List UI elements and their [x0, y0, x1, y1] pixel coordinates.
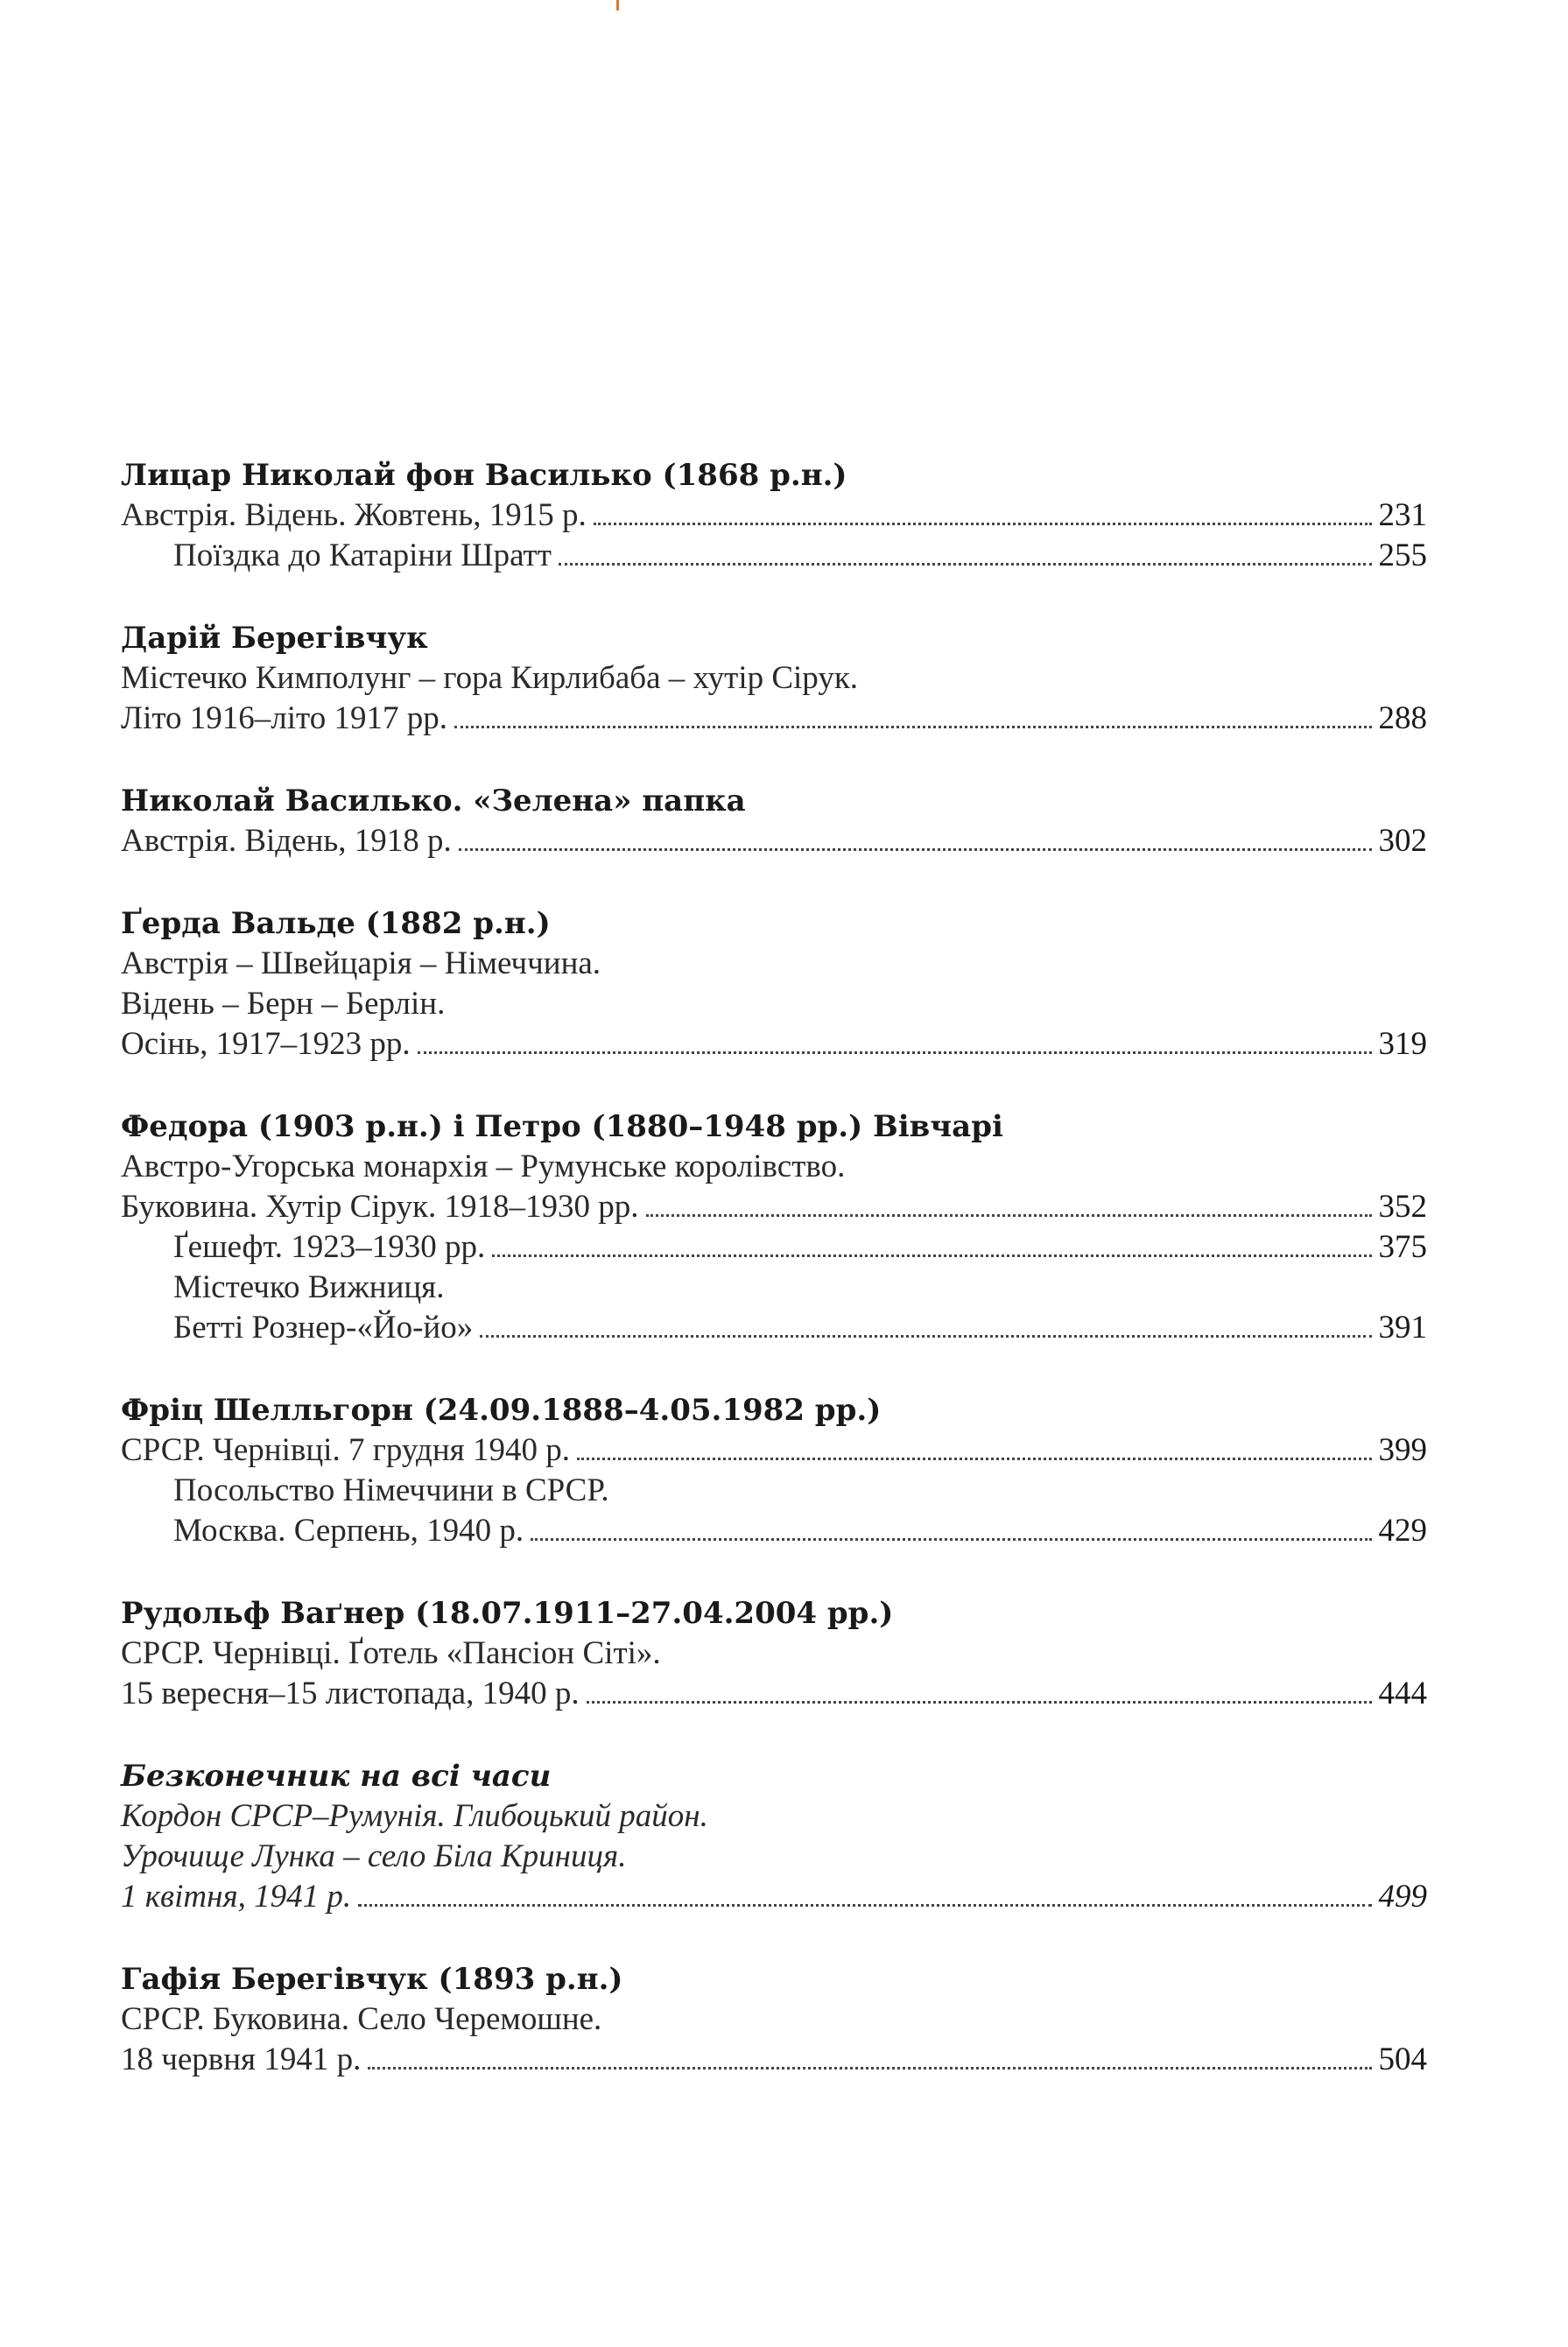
toc-line-text: Містечко Вижниця.: [173, 1269, 445, 1305]
toc-entry: [121, 455, 1427, 576]
page-number: 319: [1378, 1026, 1427, 1062]
toc-line-text: Містечко Кимполунг – гора Кирлибаба – хутір Сірук.: [121, 660, 859, 696]
toc-entry-title: Дарій Берегівчук: [121, 621, 428, 656]
dot-leader: [587, 1701, 1372, 1704]
toc-entry: [121, 903, 1427, 1065]
table-of-contents: [121, 455, 1427, 2122]
page-number: 429: [1378, 1513, 1427, 1549]
toc-entry-title: Ґерда Вальде (1882 р.н.): [121, 906, 551, 941]
dot-leader: [459, 848, 1372, 851]
dot-leader: [418, 1051, 1372, 1054]
toc-line-with-page: [121, 1187, 1427, 1227]
page-number: 399: [1378, 1432, 1427, 1468]
top-edge-mark: [616, 0, 619, 11]
toc-line-text: СРСР. Чернівці. 7 грудня 1940 р.: [121, 1432, 570, 1468]
toc-line-text: Бетті Рознер-«Йо-йо»: [173, 1310, 474, 1346]
toc-line: [121, 1147, 1427, 1187]
dot-leader: [531, 1538, 1371, 1541]
page-number: 375: [1378, 1229, 1427, 1265]
toc-line-text: Осінь, 1917–1923 рр.: [121, 1026, 411, 1062]
toc-line-text: Літо 1916–літо 1917 рр.: [121, 700, 447, 736]
toc-line-with-page: [121, 2040, 1427, 2080]
toc-line-text: Урочище Лунка – село Біла Криниця.: [121, 1838, 627, 1874]
toc-entry-title: Фріц Шелльгорн (24.09.1888–4.05.1982 рр.): [121, 1393, 882, 1428]
toc-entry-title: Гафія Берегівчук (1893 р.н.): [121, 1962, 623, 1997]
toc-entry: [121, 781, 1427, 861]
toc-line-text: 15 вересня–15 листопада, 1940 р.: [121, 1676, 580, 1711]
toc-line: [121, 1796, 1427, 1837]
toc-line-with-page: [121, 1227, 1427, 1268]
toc-line-text: Відень – Берн – Берлін.: [121, 986, 446, 1022]
toc-line-text: Кордон СРСР–Румунія. Глибоцький район.: [121, 1798, 708, 1834]
dot-leader: [358, 1904, 1371, 1907]
toc-line-with-page: [121, 1511, 1427, 1551]
toc-entry: [121, 1107, 1427, 1348]
toc-entry: [121, 618, 1427, 739]
toc-entry-title: Федора (1903 р.н.) і Петро (1880–1948 рр.) Вівчарі: [121, 1109, 1003, 1144]
toc-line-with-page: [121, 1308, 1427, 1348]
toc-line-text: Ґешефт. 1923–1930 рр.: [173, 1229, 486, 1265]
toc-line: [121, 984, 1427, 1024]
toc-line: [121, 1837, 1427, 1877]
toc-line: [121, 1634, 1427, 1674]
toc-entry: [121, 1593, 1427, 1714]
toc-entry: [121, 1959, 1427, 2080]
toc-line-text: 1 квітня, 1941 р.: [121, 1879, 352, 1915]
dot-leader: [559, 563, 1372, 566]
dot-leader: [480, 1335, 1371, 1338]
toc-line-with-page: [121, 495, 1427, 536]
toc-line-with-page: [121, 699, 1427, 739]
dot-leader: [454, 726, 1372, 728]
toc-line-with-page: [121, 1877, 1427, 1917]
toc-line: [121, 1471, 1427, 1511]
page-number: 231: [1378, 497, 1427, 533]
toc-line-text: Посольство Німеччини в СРСР.: [173, 1472, 609, 1508]
toc-line-with-page: [121, 821, 1427, 861]
page-number: 288: [1378, 700, 1427, 736]
toc-line-text: Поїздка до Катаріни Шратт: [173, 538, 552, 573]
toc-line: [121, 1268, 1427, 1308]
toc-line-with-page: [121, 1674, 1427, 1714]
toc-line-text: СРСР. Буковина. Село Черемошне.: [121, 2001, 602, 2037]
toc-line-text: СРСР. Чернівці. Ґотель «Пансіон Сіті».: [121, 1635, 661, 1671]
toc-line-text: 18 червня 1941 р.: [121, 2041, 362, 2077]
page-number: 352: [1378, 1189, 1427, 1225]
toc-line-text: Австро-Угорська монархія – Румунське королівство.: [121, 1149, 846, 1184]
page-number: 444: [1378, 1676, 1427, 1711]
dot-leader: [492, 1254, 1371, 1257]
toc-entry-title: Николай Василько. «Зелена» папка: [121, 784, 746, 819]
toc-line: [121, 1999, 1427, 2040]
dot-leader: [646, 1214, 1372, 1217]
toc-line-text: Австрія. Відень, 1918 р.: [121, 823, 452, 859]
page-number: 302: [1378, 823, 1427, 859]
toc-entry-title: Безконечник на всі часи: [121, 1759, 552, 1794]
dot-leader: [577, 1458, 1372, 1460]
toc-line-with-page: [121, 1024, 1427, 1065]
toc-line: [121, 658, 1427, 699]
toc-entry-title: Рудольф Ваґнер (18.07.1911–27.04.2004 рр.): [121, 1596, 894, 1631]
toc-entry: [121, 1390, 1427, 1551]
toc-line-text: Австрія – Швейцарія – Німеччина.: [121, 945, 601, 981]
page-number: 391: [1378, 1310, 1427, 1346]
toc-line: [121, 944, 1427, 984]
toc-line-with-page: [121, 536, 1427, 576]
page-number: 499: [1378, 1879, 1427, 1915]
dot-leader: [368, 2067, 1371, 2069]
dot-leader: [594, 523, 1372, 525]
toc-entry-title: Лицар Николай фон Василько (1868 р.н.): [121, 458, 847, 493]
page-number: 255: [1378, 538, 1427, 573]
toc-line-text: Буковина. Хутір Сірук. 1918–1930 рр.: [121, 1189, 639, 1225]
toc-entry: [121, 1756, 1427, 1917]
toc-line-with-page: [121, 1430, 1427, 1471]
page-number: 504: [1378, 2041, 1427, 2077]
toc-line-text: Австрія. Відень. Жовтень, 1915 р.: [121, 497, 587, 533]
toc-line-text: Москва. Серпень, 1940 р.: [173, 1513, 524, 1549]
